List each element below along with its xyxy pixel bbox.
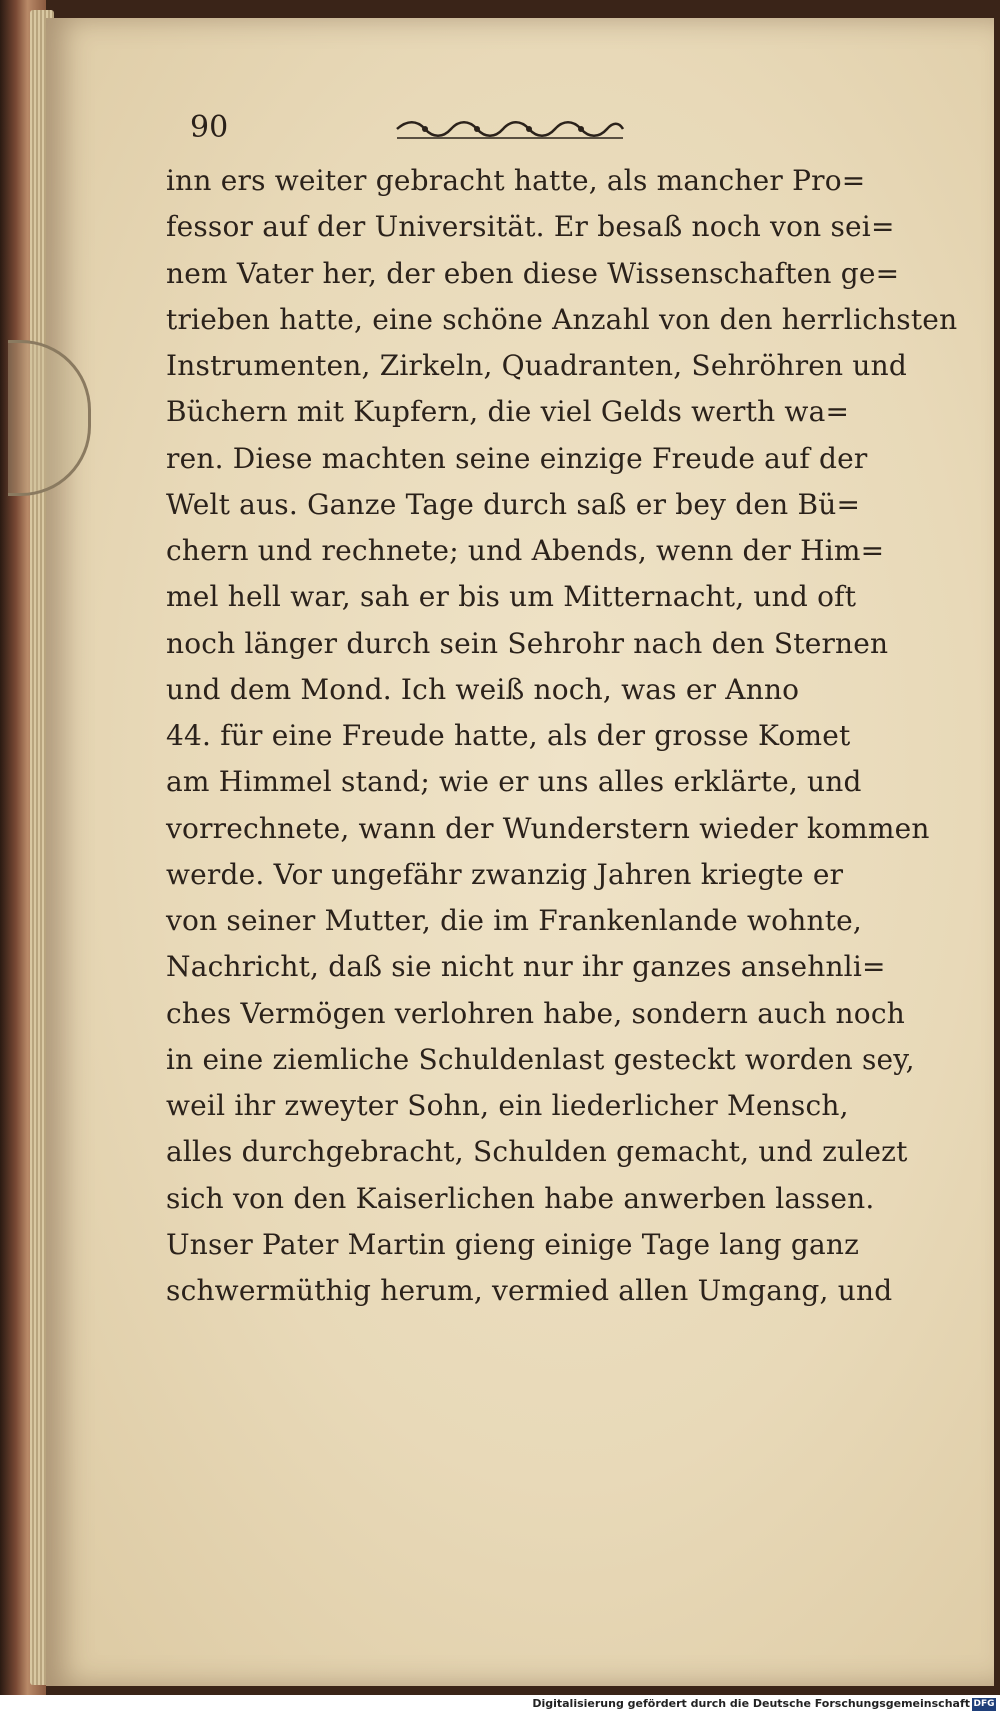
text-line: in eine ziemliche Schuldenlast gesteckt worden sey,	[166, 1042, 915, 1076]
text-line: noch länger durch sein Sehrohr nach den Sternen	[166, 626, 889, 660]
text-line: werde. Vor ungefähr zwanzig Jahren kriegte er	[166, 857, 844, 891]
text-line: fessor auf der Universität. Er besaß noch von sei=	[166, 210, 895, 244]
text-line: nem Vater her, der eben diese Wissenschaften ge=	[166, 256, 900, 290]
text-line: Nachricht, daß sie nicht nur ihr ganzes ansehnli=	[166, 950, 886, 984]
text-line: Büchern mit Kupfern, die viel Gelds werth wa=	[166, 395, 850, 429]
text-line: inn ers weiter gebracht hatte, als mancher Pro=	[166, 164, 866, 197]
dfg-logo: DFG	[973, 1699, 995, 1709]
text-line: ches Vermögen verlohren habe, sondern auch noch	[166, 996, 905, 1030]
text-line: weil ihr zweyter Sohn, ein liederlicher Mensch,	[166, 1089, 849, 1122]
text-line: chern und rechnete; und Abends, wenn der Him=	[166, 534, 885, 567]
text-line: ren. Diese machten seine einzige Freude auf der	[166, 441, 868, 475]
body-text	[166, 158, 958, 1314]
text-line: alles durchgebracht, Schulden gemacht, und zulezt	[166, 1135, 908, 1169]
text-line: vorrechnete, wann der Wunderstern wieder kommen	[166, 811, 930, 845]
text-line: am Himmel stand; wie er uns alles erklärte, und	[166, 765, 862, 799]
page-header	[190, 110, 660, 150]
text-line: trieben hatte, eine schöne Anzahl von den herrlichsten	[166, 302, 958, 336]
text-line: Welt aus. Ganze Tage durch saß er bey den Bü=	[166, 487, 861, 521]
footer-bar	[0, 1695, 1000, 1716]
page-number: 90	[190, 110, 229, 145]
text-line: 44. für eine Freude hatte, als der grosse Komet	[166, 719, 851, 752]
text-line: Unser Pater Martin gieng einige Tage lang ganz	[166, 1227, 860, 1261]
footer-credit: Digitalisierung gefördert durch die Deutsche Forschungsgemeinschaft	[532, 1697, 970, 1710]
text-line: von seiner Mutter, die im Frankenlande wohnte,	[166, 904, 863, 937]
text-line: schwermüthig herum, vermied allen Umgang, und	[166, 1274, 893, 1307]
text-line: sich von den Kaiserlichen habe anwerben lassen.	[166, 1181, 875, 1215]
text-line: mel hell war, sah er bis um Mitternacht, und oft	[166, 580, 857, 614]
text-line: und dem Mond. Ich weiß noch, was er Anno	[166, 672, 800, 706]
header-ornament-icon	[395, 118, 625, 140]
text-line: Instrumenten, Zirkeln, Quadranten, Sehröhren und	[166, 349, 907, 382]
